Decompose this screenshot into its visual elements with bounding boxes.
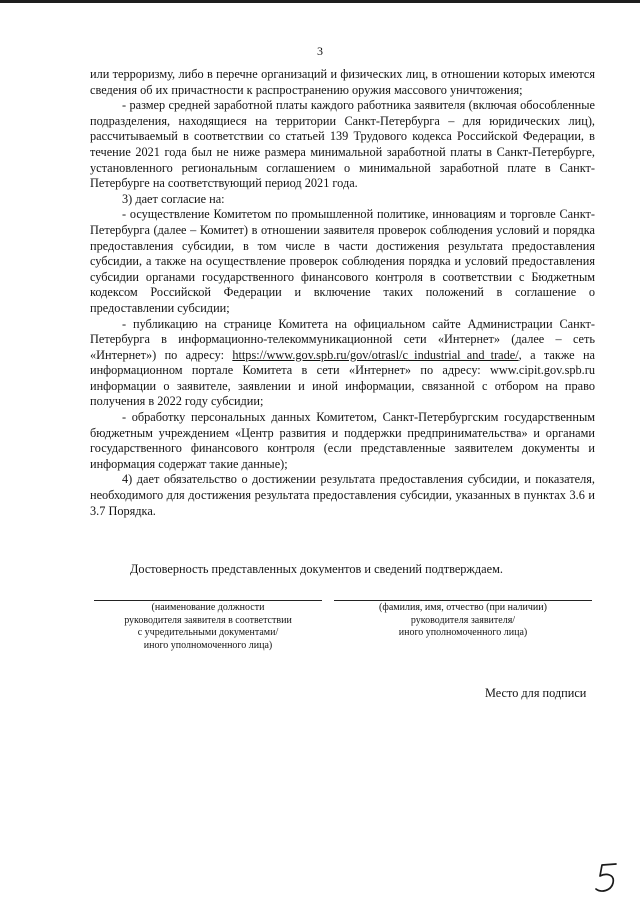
paragraph-publication-consent: [90, 317, 595, 411]
caption-line: (фамилия, имя, отчество (при наличии): [379, 602, 547, 613]
document-body: [90, 67, 595, 519]
signature-place-label: Место для подписи: [485, 686, 587, 700]
paragraph-average-salary: - размер средней заработной платы каждого работника заявителя (включая обособленные подразделения, находящиеся на территории Санкт-Петербурга – для юридических лиц), рассчитываемый в соответствии со статьей 139 Трудового кодекса Российской Федерации, в течение 2021 года был не ниже размера минимальной заработной платы в Санкт-Петербурге, установленного региональным соглашением о минимальной заработной плате в Санкт-Петербурге на соответствующий период 2021 года.: [90, 98, 595, 191]
caption-line: руководителя заявителя в соответствии: [124, 614, 292, 626]
paragraph-inspections-consent: - осуществление Комитетом по промышленной политике, инновациям и торговле Санкт-Петербурга (далее – Комитет) в отношении заявителя проверок соблюдения условий и порядка предоставления субсидии, в том числе в части достижения результата предоставления субсидии, а также на осуществление проверок соблюдения порядка и условий предоставления субсидии органами государственного финансового контроля в соответствии с Бюджетным кодексом Российской Федерации и включение таких положений в соглашение о предоставлении субсидии;: [90, 207, 595, 315]
committee-page-link[interactable]: https://www.gov.spb.ru/gov/otrasl/c_industrial_and_trade/: [232, 347, 519, 362]
paragraph-result-obligation: 4) дает обязательство о достижении результата предоставления субсидии, и показателя, необходимого для достижения результата предоставления субсидии, указанных в пунктах 3.6 и 3.7 Порядка.: [90, 472, 595, 518]
paragraph-consent-heading: 3) дает согласие на:: [122, 191, 225, 206]
caption-line: иного уполномоченного лица): [398, 627, 528, 638]
publication-text-end: , а также на информационном портале Комитета в сети «Интернет» по адресу: www.cipit.gov.spb.ru информации о заявителе, заявлении и иной информации, связанной с отбором на право получения в 2022 году субсидии;: [90, 347, 595, 409]
paragraph-terrorism-continuation: или терроризму, либо в перечне организаций и физических лиц, в отношении которых имеются сведения об их причастности к распространению оружия массового уничтожения;: [90, 67, 595, 97]
caption-line: иного уполномоченного лица): [143, 639, 273, 651]
publication-text-start: - публикацию на странице Комитета на официальном сайте Администрации Санкт-Петербурга в информационно-телекоммуникационной сети «Интернет» (далее – сеть «Интернет») по адресу:: [90, 316, 595, 362]
page-number: 3: [317, 44, 323, 58]
certification-statement: Достоверность представленных документов и сведений подтверждаем.: [130, 562, 503, 576]
caption-line: с учредительными документами/: [137, 627, 279, 638]
caption-line: (наименование должности: [151, 602, 265, 613]
page-top-border: [0, 0, 640, 3]
position-signature-line: [94, 600, 322, 601]
name-caption: [334, 602, 592, 640]
paragraph-personal-data-consent: - обработку персональных данных Комитетом, Санкт-Петербургским государственным бюджетным учреждением «Центр развития и поддержки предпринимательства» и органами государственного финансового контроля (если представленные заявителем документы и информация содержат такие данные);: [90, 410, 595, 471]
name-signature-line: [334, 600, 592, 601]
caption-line: руководителя заявителя/: [410, 614, 516, 626]
position-caption: [94, 602, 322, 652]
handwritten-page-number-icon: [592, 860, 622, 896]
